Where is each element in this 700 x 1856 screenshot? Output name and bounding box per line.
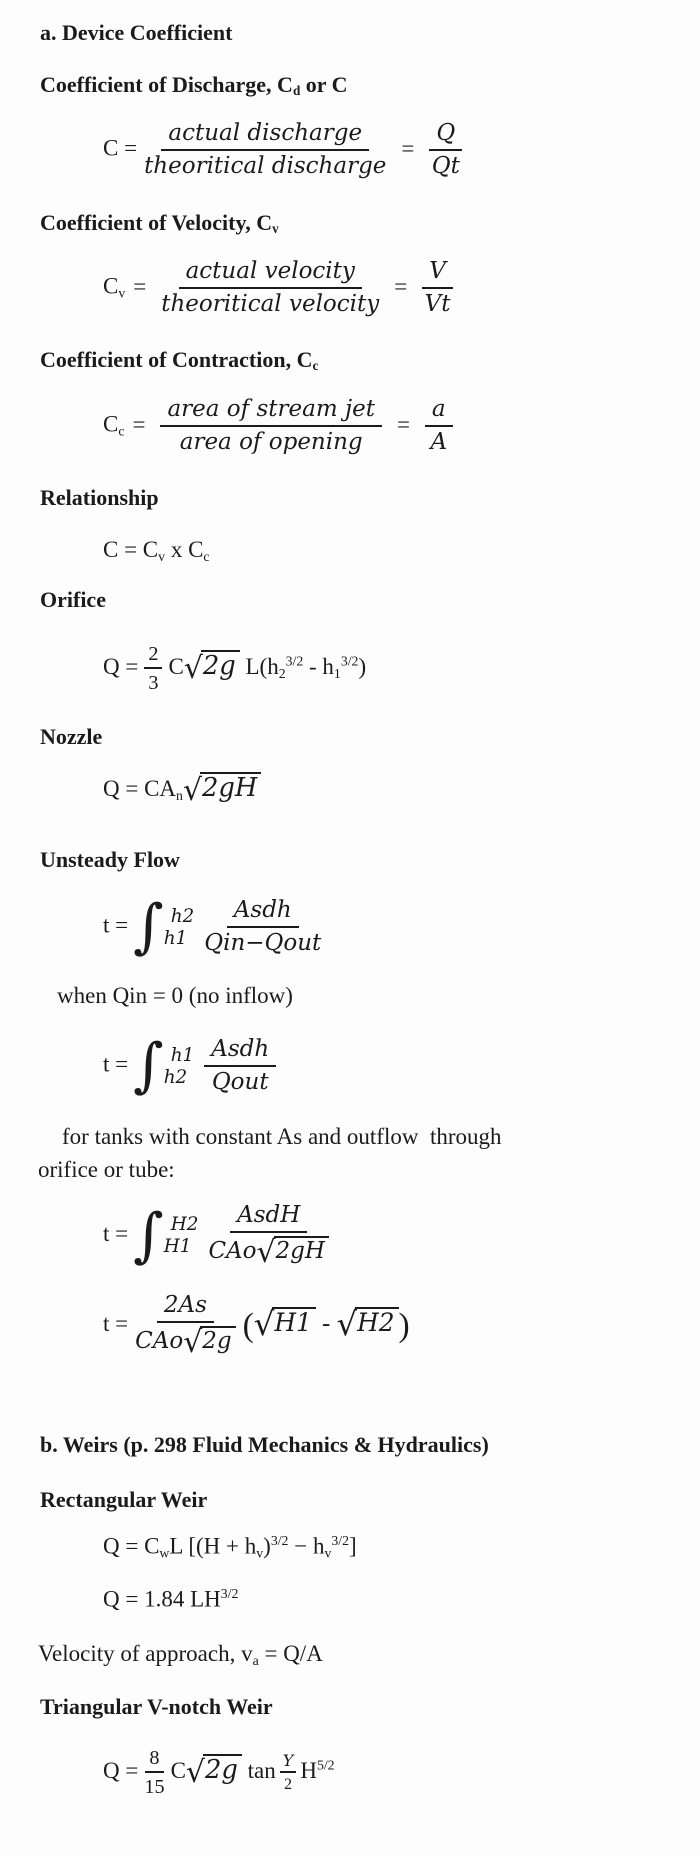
fraction-denominator (135, 1323, 235, 1361)
superscript: 3/2 (340, 653, 359, 669)
integral-lower-limit: h1 (163, 927, 188, 949)
heading-subscript: c (312, 357, 319, 373)
radical (256, 1235, 329, 1271)
formula-text: x C (165, 537, 204, 562)
note-line: orifice or tube: (38, 1157, 175, 1182)
formula-nozzle (103, 772, 261, 806)
formula-rectangular-weir-1 (103, 1533, 357, 1562)
heading-unsteady-flow: Unsteady Flow (40, 847, 180, 872)
formula-text: − h (288, 1533, 325, 1559)
fraction (280, 1752, 297, 1793)
integral (133, 892, 195, 961)
equals-sign: = (133, 273, 147, 299)
radical-sign-icon: √ (253, 1305, 275, 1343)
formula-text: ) (263, 1533, 271, 1559)
radical (336, 1305, 398, 1343)
equals-sign: = (396, 411, 410, 437)
formula-text: - h (303, 654, 334, 680)
formula-text: Q = C (103, 1533, 160, 1559)
radicand: 2gH (200, 772, 261, 802)
heading-text: or C (300, 72, 348, 97)
formula-coefficient-of-velocity (103, 259, 460, 318)
paren-group (242, 1305, 410, 1344)
fraction (208, 1202, 329, 1271)
fraction-numerator: 8 (145, 1747, 163, 1773)
heading-text: Coefficient of Contraction, C (40, 347, 313, 372)
formula-tank-integral (103, 1200, 336, 1271)
fraction-denominator: Qin−Qout (204, 930, 322, 957)
note-text: Velocity of approach, v (38, 1641, 253, 1666)
fraction (144, 121, 386, 180)
fraction-numerator: Y (280, 1752, 297, 1773)
formula-unsteady-1 (103, 892, 328, 961)
equals-sign: = (132, 411, 146, 437)
radical (183, 772, 261, 806)
fraction-numerator: a (425, 397, 453, 427)
fraction (144, 1747, 164, 1799)
denominator-text: CAo (208, 1238, 257, 1265)
formula-vnotch-weir (103, 1747, 335, 1799)
fraction (204, 1037, 276, 1096)
heading-rectangular-weir: Rectangular Weir (40, 1487, 208, 1512)
heading-orifice: Orifice (40, 587, 106, 612)
radicand: H2 (355, 1307, 398, 1336)
fraction-numerator: 2 (144, 643, 162, 669)
equals-sign: = (401, 135, 415, 161)
fraction-denominator: area of opening (179, 429, 363, 456)
heading-coefficient-of-discharge (40, 72, 348, 99)
radicand: 2g (200, 1326, 235, 1353)
subscript: 2 (278, 666, 286, 682)
fraction-denominator (208, 1233, 329, 1271)
fraction-denominator: A (430, 429, 448, 456)
heading-coefficient-of-contraction (40, 347, 318, 374)
integral-limits (164, 1214, 199, 1257)
heading-subscript: d (292, 82, 301, 98)
integral (133, 1031, 195, 1100)
radical (183, 1325, 235, 1361)
formula-text: L [(H + h (169, 1533, 257, 1559)
formula-text: ) (358, 654, 367, 680)
fraction-denominator: theoritical velocity (161, 291, 380, 318)
fraction-numerator: Asdh (204, 1037, 276, 1067)
close-paren: ) (398, 1306, 410, 1344)
radicand: 2gH (274, 1236, 329, 1263)
integral-upper-limit: h1 (170, 1044, 195, 1066)
formula-lhs: t = (103, 1310, 129, 1336)
formula-coefficient-of-contraction (103, 397, 460, 456)
fraction-numerator: actual velocity (179, 259, 362, 289)
fraction (144, 643, 162, 695)
fraction (161, 259, 379, 318)
radicand: H1 (272, 1307, 315, 1336)
formula-lhs: C (103, 411, 119, 437)
radical-sign-icon: √ (256, 1235, 276, 1271)
fraction-denominator: Qout (211, 1069, 269, 1096)
integral-sign-icon: ∫ (133, 1031, 164, 1100)
radical-sign-icon: √ (183, 650, 203, 686)
subscript: v (158, 549, 166, 565)
integral-lower-limit: H1 (163, 1235, 192, 1257)
fraction-denominator: 2 (283, 1775, 293, 1793)
heading-nozzle: Nozzle (40, 724, 103, 749)
note-no-inflow: when Qin = 0 (no inflow) (57, 983, 293, 1008)
integral-lower-limit: h2 (163, 1066, 188, 1088)
integral-sign-icon: ∫ (133, 892, 164, 961)
heading-triangular-vnotch-weir: Triangular V-notch Weir (40, 1694, 273, 1719)
formula-lhs: t = (103, 1220, 129, 1246)
formula-text: ] (349, 1533, 357, 1559)
subscript: n (176, 788, 183, 804)
fraction (425, 397, 453, 456)
fraction-numerator: actual discharge (161, 121, 369, 151)
formula-text: C = C (103, 537, 159, 562)
subscript: v (118, 285, 126, 301)
superscript: 3/2 (331, 1533, 349, 1548)
formula-unsteady-2 (103, 1031, 283, 1100)
integral-upper-limit: h2 (170, 905, 195, 927)
heading-weirs: b. Weirs (p. 298 Fluid Mechanics & Hydraulics) (40, 1432, 489, 1457)
superscript: 3/2 (270, 1533, 289, 1548)
formula-relationship (103, 537, 210, 565)
radical (186, 1754, 242, 1788)
formula-lhs: C = (103, 135, 138, 161)
note-velocity-of-approach (38, 1640, 323, 1669)
subscript: v (256, 1545, 264, 1561)
superscript: 5/2 (316, 1757, 335, 1773)
fraction (160, 397, 381, 456)
integral-upper-limit: H2 (170, 1213, 199, 1235)
subscript: w (159, 1545, 170, 1561)
integral-sign-icon: ∫ (133, 1200, 164, 1269)
radicand: 2g (203, 1754, 242, 1784)
integral (133, 1200, 199, 1269)
superscript: 3/2 (285, 653, 304, 669)
formula-orifice (103, 643, 366, 695)
fraction (422, 259, 453, 318)
radical-sign-icon: √ (336, 1305, 358, 1343)
formula-rectangular-weir-2 (103, 1586, 238, 1613)
coefficient: C (170, 1758, 186, 1784)
fraction-denominator: 15 (144, 1776, 165, 1799)
tan-function: tan (241, 1758, 276, 1784)
fraction-numerator: 2As (157, 1293, 214, 1323)
fraction-numerator: Asdh (227, 898, 299, 928)
fraction (135, 1292, 235, 1361)
subscript: c (203, 549, 210, 565)
note-text: = Q/A (258, 1641, 323, 1666)
fraction-denominator: 3 (148, 672, 159, 695)
denominator-text: CAo (135, 1328, 184, 1355)
note-line: for tanks with constant As and outflow through (62, 1124, 502, 1149)
radical-sign-icon: √ (182, 772, 202, 808)
fraction-numerator: V (422, 259, 453, 289)
open-paren: ( (242, 1306, 254, 1344)
heading-text: Coefficient of Discharge, C (40, 72, 293, 97)
formula-lhs: C (103, 273, 119, 299)
note-tanks (38, 1120, 502, 1186)
subscript: v (324, 1545, 332, 1561)
heading-relationship: Relationship (40, 485, 159, 510)
radical-sign-icon: √ (185, 1754, 205, 1790)
subscript: c (118, 423, 125, 439)
fraction-denominator: Qt (431, 153, 460, 180)
formula-lhs: Q = (103, 654, 139, 680)
fraction (204, 898, 321, 957)
heading-subscript: v (272, 220, 279, 236)
fraction-denominator: Vt (424, 291, 451, 318)
formula-text: Q = CA (103, 776, 177, 801)
heading-text: Coefficient of Velocity, C (40, 210, 273, 235)
subscript: 1 (333, 666, 341, 682)
formula-text: H (300, 1758, 317, 1784)
radicand: 2g (201, 650, 240, 680)
formula-text: L(h (239, 654, 279, 680)
fraction (429, 121, 462, 180)
formula-text: Q = 1.84 LH (103, 1586, 221, 1612)
fraction-denominator: theoritical discharge (144, 153, 387, 180)
superscript: 3/2 (220, 1586, 239, 1601)
coefficient: C (168, 654, 184, 680)
radical (184, 650, 240, 684)
formula-coefficient-of-discharge (103, 121, 469, 180)
fraction-numerator: AsdH (230, 1203, 307, 1233)
radical (253, 1305, 316, 1343)
integral-limits (164, 906, 195, 949)
formula-lhs: t = (103, 1051, 129, 1077)
equals-sign: = (394, 273, 408, 299)
subscript: a (252, 1653, 259, 1669)
minus-sign: - (315, 1309, 337, 1337)
heading-coefficient-of-velocity (40, 210, 279, 237)
formula-lhs: t = (103, 912, 129, 938)
integral-limits (164, 1045, 195, 1088)
radical-sign-icon: √ (183, 1325, 203, 1361)
fraction-numerator: area of stream jet (160, 397, 381, 427)
formula-lhs: Q = (103, 1758, 139, 1784)
heading-device-coefficient: a. Device Coefficient (40, 20, 233, 45)
fraction-numerator: Q (429, 121, 462, 151)
formula-tank-time (103, 1292, 410, 1361)
